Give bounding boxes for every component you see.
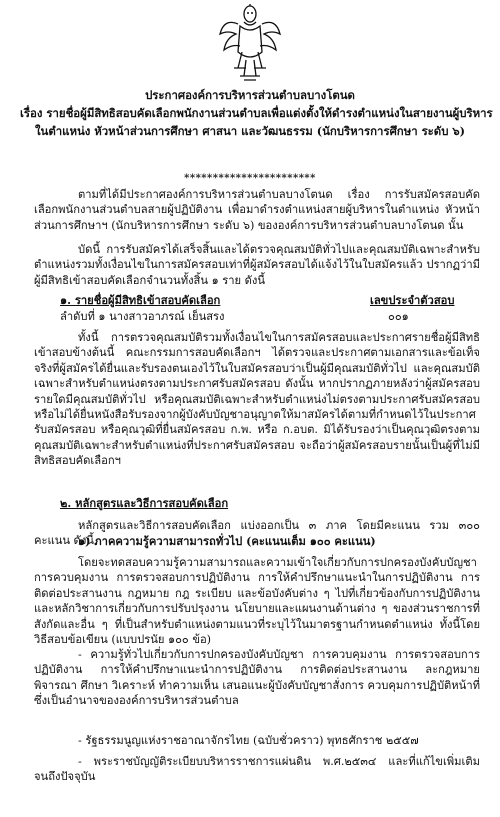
- document-subject-line2: ในตำแหน่ง หัวหน้าส่วนการศึกษา ศาสนา และวัฒนธรรม (นักบริหารการศึกษา ระดับ ๖): [34, 124, 466, 138]
- part1-heading: ๑) ภาคความรู้ความสามารถทั่วไป (คะแนนเต็ม ๑๐๐ คะแนน): [78, 534, 376, 548]
- bullet-administration-act: - พระราชบัญญัติระเบียบบริหารราชการแผ่นดิน พ.ศ.๒๕๓๔ และที่แก้ไขเพิ่มเติมจนถึงปัจจุบัน: [34, 755, 480, 784]
- candidate-entry: ลำดับที่ ๑ นางสาวอาภรณ์ เย็นสรง: [60, 310, 225, 323]
- section2-intro: หลักสูตรและวิธีการสอบคัดเลือก แบ่งออกเป็น ๓ ภาค โดยมีคะแนน รวม ๓๐๐ คะแนน ดังนี้: [34, 519, 480, 548]
- candidate-exam-number: ๐๐๑: [388, 310, 409, 323]
- part1-description: โดยจะทดสอบความรู้ความสามารถและความเข้าใจเกี่ยวกับการปกครองบังคับบัญชา การควบคุมงาน การตรวจสอบการปฏิบัติงาน การให้คำปรึกษาแนะนำในการปฏิบัติงาน การติดต่อประสานงาน กฎหมาย กฎ ระเบียบ และข้อบังคับต่าง ๆ ไปที่เกี่ยวข้องกับการปฏิบัติงาน และหลักวิชาการเกี่ยวกับการปรับปรุงงาน นโยบายและแผนงานด้านต่าง ๆ ของส่วนราชการที่สังกัดและอื่น ๆ ที่เป็นสำหรับตำแหน่งตามแนวที่ระบุไว้ในมาตรฐานกำหนดตำแหน่ง ทั้งนี้โดยวิธีสอบข้อเขียน (แบบปรนัย ๑๐๐ ข้อ): [34, 556, 480, 647]
- bullet-constitution: - รัฐธรรมนูญแห่งราชอาณาจักรไทย (ฉบับชั่วคราว) พุทธศักราช ๒๕๕๗: [78, 734, 419, 747]
- bullet-general-knowledge: - ความรู้ทั่วไปเกี่ยวกับการปกครองบังคับบัญชา การควบคุมงาน การตรวจสอบการปฏิบัติงาน การให้คำปรึกษาแนะนำการปฏิบัติงาน การติดต่อประสานงาน ละกฎหมาย พิจารณา ศึกษา วิเคราะห์ ทำความเห็น เสนอแนะผู้บังคับบัญชาสั่งการ ควบคุมการปฏิบัติหน้าที่ซึ่งเป็นอำนาจขององค์การบริหารส่วนตำบล: [34, 648, 480, 708]
- exam-number-column-heading: เลขประจำตัวสอบ: [370, 293, 455, 307]
- section2-heading: ๒. หลักสูตรและวิธีการสอบคัดเลือก: [60, 496, 229, 510]
- garuda-emblem-icon: [218, 4, 282, 84]
- document-subject-line1: เรื่อง รายชื่อผู้มีสิทธิสอบคัดเลือกพนักงานส่วนตำบลเพื่อแต่งตั้งให้ดำรงตำแหน่งในสายงานผู้บริหาร: [20, 106, 493, 120]
- paragraph-announcement: บัดนี้ การรับสมัครได้เสร็จสิ้นและได้ตรวจคุณสมบัติทั่วไปและคุณสมบัติเฉพาะสำหรับตำแหน่งรวมทั้งเงื่อนไขในการสมัครสอบเท่าที่ผู้สมัครสอบได้แจ้งไว้ในใบสมัครแล้ว ปรากฏว่ามีผู้มีสิทธิเข้าสอบคัดเลือกจำนวนทั้งสิ้น ๑ ราย ดังนี้: [34, 243, 480, 287]
- document-title: ประกาศองค์การบริหารส่วนตำบลบางโตนด: [145, 88, 355, 102]
- paragraph-eligibility-terms: ทั้งนี้ การตรวจคุณสมบัติรวมทั้งเงื่อนไขในการสมัครสอบและประกาศรายชื่อผู้มีสิทธิเข้าสอบข้างต้นนี้ คณะกรรมการสอบคัดเลือกฯ ได้ตรวจและประกาศตามเอกสารและข้อเท็จจริงที่ผู้สมัครได้ยื่นและรับรองตนเองไว้ในใบสมัครสอบว่าเป็นผู้มีคุณสมบัติทั่วไป และคุณสมบัติเฉพาะสำหรับตำแหน่งตรงตามประกาศรับสมัครสอบ ดังนั้น หากปรากฏภายหลังว่าผู้สมัครสอบรายใดมีคุณสมบัติทั่วไป หรือคุณสมบัติเฉพาะสำหรับตำแหน่งไม่ตรงตามประกาศรับสมัครสอบ หรือไม่ได้ยื่นหนังสือรับรองจากผู้บังคับบัญชาอนุญาตให้มาสมัครได้ตามที่กำหนดไว้ในประกาศรับสมัครสอบ หรือคุณวุฒิที่ยื่นสมัครสอบ ก.พ. หรือ ก.อบต. มิได้รับรองว่าเป็นคุณวุฒิตรงตามคุณสมบัติเฉพาะสำหรับตำแหน่งที่ประกาศรับสมัครสอบ จะถือว่าผู้สมัครสอบรายนั้นเป็นผู้ที่ไม่มีสิทธิสอบคัดเลือกฯ: [34, 331, 480, 468]
- separator-stars: ***********************: [184, 173, 316, 184]
- section1-heading: ๑. รายชื่อผู้มีสิทธิเข้าสอบคัดเลือก: [60, 293, 221, 307]
- paragraph-intro: ตามที่ได้มีประกาศองค์การบริหารส่วนตำบลบางโตนด เรื่อง การรับสมัครสอบคัดเลือกพนักงานส่วนตำบลสายผู้ปฏิบัติงาน เพื่อมาดำรงตำแหน่งสายผู้บริหารในตำแหน่ง หัวหน้าส่วนการศึกษาฯ (นักบริหารการศึกษา ระดับ ๖) ขององค์การบริหารส่วนตำบลบางโตนด นั้น: [34, 188, 480, 232]
